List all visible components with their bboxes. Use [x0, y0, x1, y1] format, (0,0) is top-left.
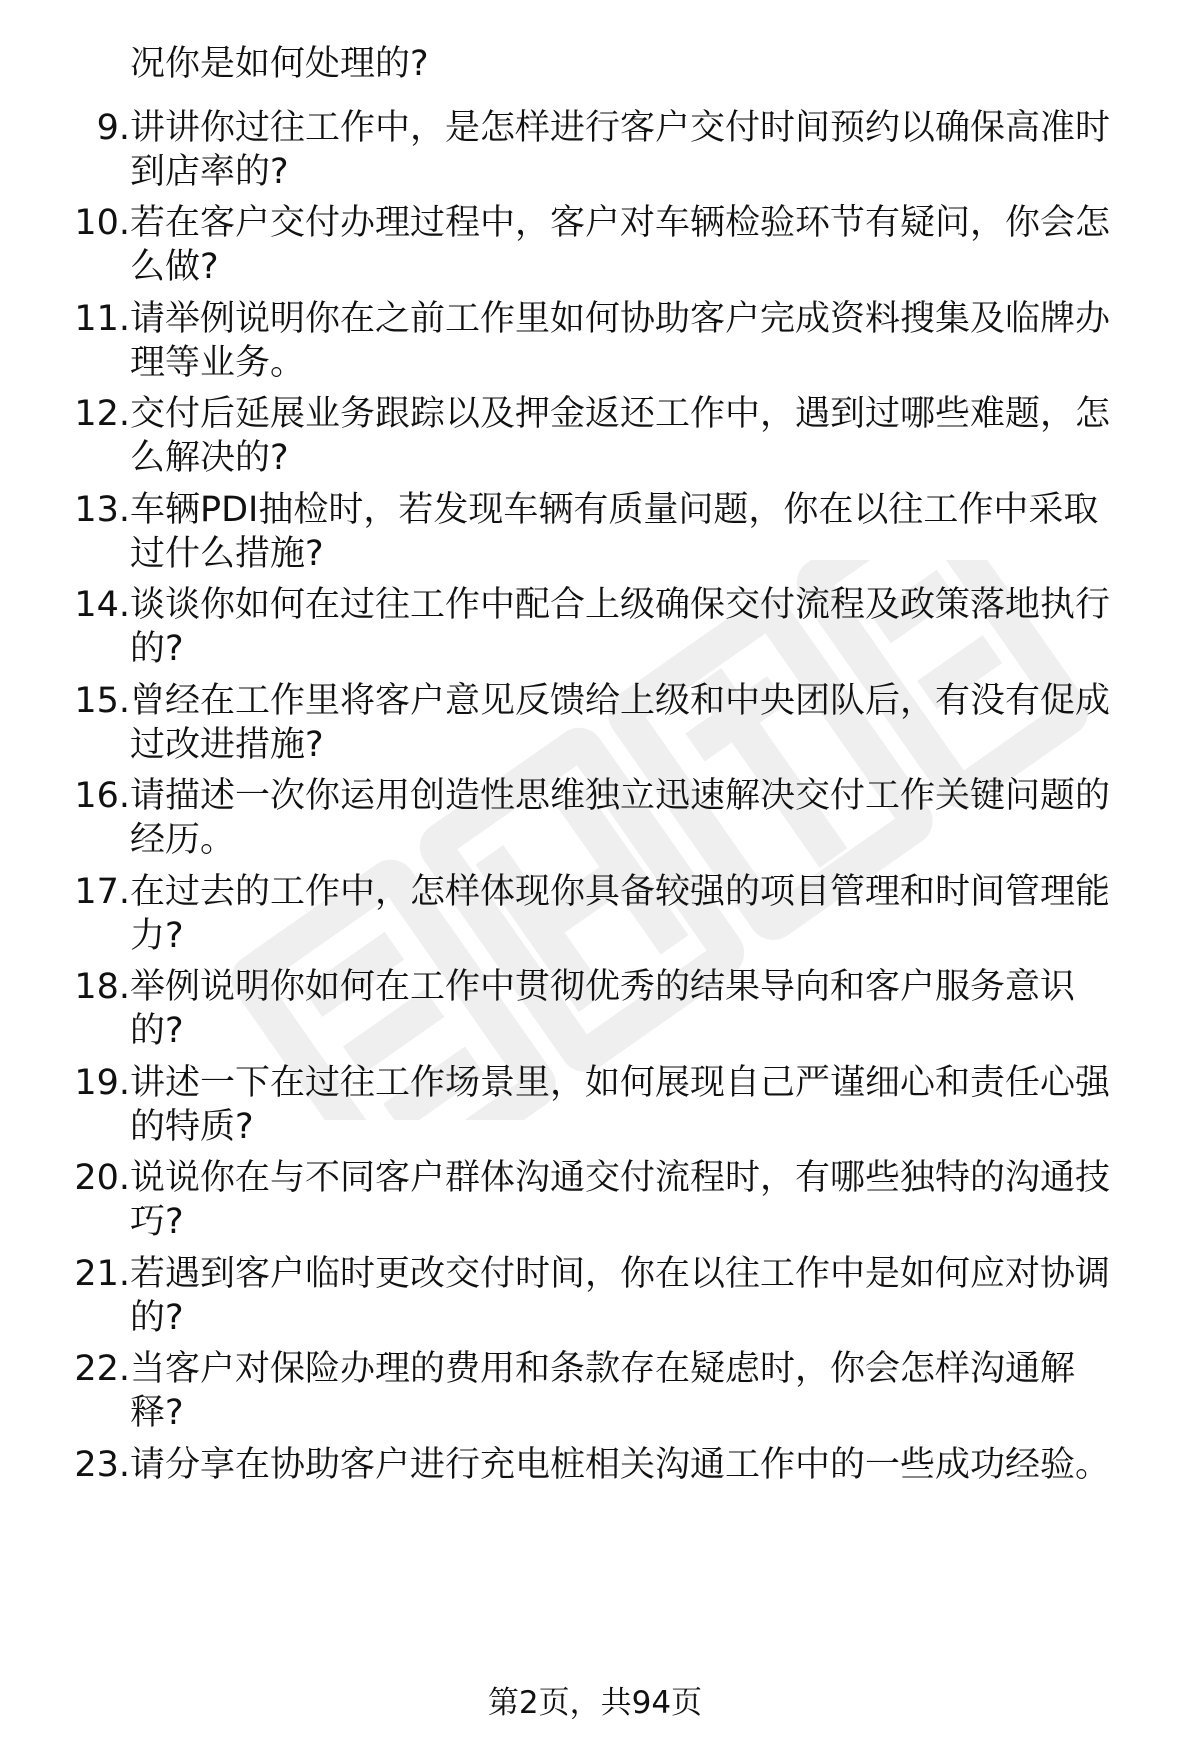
- question-text-line-2: 经历。: [130, 820, 236, 860]
- question-text-line-1: 请描述一次你运用创造性思维独立迅速解决交付工作关键问题的: [130, 776, 1111, 816]
- question-text-line-2: 么解决的?: [130, 438, 289, 478]
- question-number: 23.: [74, 1445, 130, 1485]
- question-text-line-2: 理等业务。: [130, 343, 306, 383]
- question-text-line-1: 请分享在协助客户进行充电桩相关沟通工作中的一些成功经验。: [130, 1445, 1111, 1485]
- question-number: 13.: [74, 490, 130, 530]
- question-text-line-2: 的?: [130, 1011, 184, 1051]
- question-number: 10.: [74, 203, 130, 243]
- question-number: 14.: [74, 585, 130, 625]
- question-text-line-1: 曾经在工作里将客户意见反馈给上级和中央团队后，有没有促成: [130, 681, 1111, 721]
- question-text-line-2: 力?: [130, 916, 184, 956]
- question-text-line-1: 举例说明你如何在工作中贯彻优秀的结果导向和客户服务意识: [130, 967, 1076, 1007]
- question-text-line-1: 在过去的工作中，怎样体现你具备较强的项目管理和时间管理能: [130, 872, 1111, 912]
- question-text-line-2: 释?: [130, 1393, 184, 1433]
- question-text-line-1: 谈谈你如何在过往工作中配合上级确保交付流程及政策落地执行: [130, 585, 1111, 625]
- question-text-line-1: 说说你在与不同客户群体沟通交付流程时，有哪些独特的沟通技: [130, 1158, 1111, 1198]
- question-number: 9.: [96, 108, 130, 148]
- question-text-line-2: 巧?: [130, 1202, 184, 1242]
- question-text-line-2: 的?: [130, 629, 184, 669]
- question-number: 21.: [74, 1254, 130, 1294]
- question-text-line-1: 若遇到客户临时更改交付时间，你在以往工作中是如何应对协调: [130, 1254, 1111, 1294]
- question-text-line-2: 过什么措施?: [130, 534, 324, 574]
- question-text-line-1: 交付后延展业务跟踪以及押金返还工作中，遇到过哪些难题，怎: [130, 394, 1111, 434]
- question-number: 20.: [74, 1158, 130, 1198]
- continuation-text: 况你是如何处理的?: [130, 44, 429, 84]
- question-text-line-1: 若在客户交付办理过程中，客户对车辆检验环节有疑问，你会怎: [130, 203, 1111, 243]
- question-number: 12.: [74, 394, 130, 434]
- question-text-line-1: 请举例说明你在之前工作里如何协助客户完成资料搜集及临牌办: [130, 299, 1111, 339]
- page-footer: 第2页，共94页: [487, 1685, 703, 1721]
- question-number: 16.: [74, 776, 130, 816]
- question-text-line-2: 的?: [130, 1298, 184, 1338]
- question-number: 11.: [74, 299, 130, 339]
- question-text-line-1: 讲述一下在过往工作场景里，如何展现自己严谨细心和责任心强: [130, 1063, 1111, 1103]
- question-number: 15.: [74, 681, 130, 721]
- question-number: 17.: [74, 872, 130, 912]
- question-number: 19.: [74, 1063, 130, 1103]
- question-number: 18.: [74, 967, 130, 1007]
- question-text-line-2: 到店率的?: [130, 152, 289, 192]
- question-text-line-1: 讲讲你过往工作中，是怎样进行客户交付时间预约以确保高准时: [130, 108, 1111, 148]
- question-text-line-2: 过改进措施?: [130, 725, 324, 765]
- question-text-line-2: 么做?: [130, 247, 219, 287]
- question-text-line-2: 的特质?: [130, 1107, 254, 1147]
- question-text-line-1: 车辆PDI抽检时，若发现车辆有质量问题，你在以往工作中采取: [130, 490, 1099, 530]
- question-text-line-1: 当客户对保险办理的费用和条款存在疑虑时，你会怎样沟通解: [130, 1349, 1076, 1389]
- question-number: 22.: [74, 1349, 130, 1389]
